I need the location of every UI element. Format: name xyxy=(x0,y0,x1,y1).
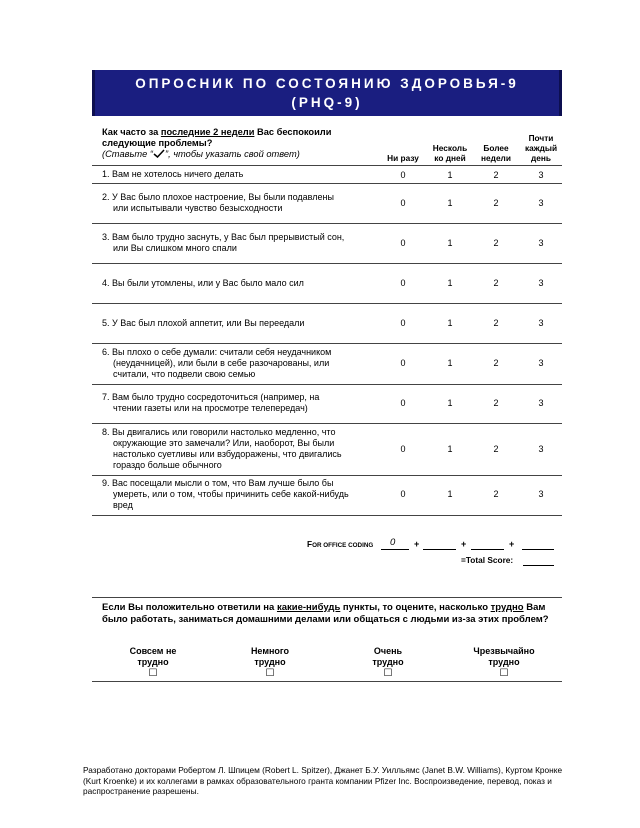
column-header-nearly-every-day xyxy=(516,133,566,163)
office-coding-field-1[interactable] xyxy=(381,549,409,550)
table-divider xyxy=(92,183,562,184)
question-text: 7. Вам было трудно сосредоточиться (например, на xyxy=(102,392,320,402)
score-option[interactable]: 1 xyxy=(447,278,453,288)
score-option[interactable]: 2 xyxy=(493,318,499,328)
score-option[interactable]: 2 xyxy=(493,278,499,288)
difficulty-option-label: Чрезвычайно xyxy=(473,646,535,656)
plus-sign: + xyxy=(414,539,420,549)
table-divider xyxy=(92,475,562,476)
question-text: настолько суетливы или взбудоражены, что двигались xyxy=(113,449,342,459)
header-question-post: Вас беспокоили следующие проблемы? xyxy=(102,127,332,148)
header-note-pre: (Ставьте “ xyxy=(102,149,153,159)
table-divider xyxy=(92,343,562,344)
score-option[interactable]: 2 xyxy=(493,398,499,408)
header-note-post: ”, чтобы указать свой ответ) xyxy=(164,149,300,159)
difficulty-option-label: трудно xyxy=(372,657,404,667)
table-divider xyxy=(92,423,562,424)
question-text: 4. Вы были утомлены, или у Вас было мало сил xyxy=(102,278,304,288)
difficulty-option-label: трудно xyxy=(137,657,169,667)
table-divider xyxy=(92,384,562,385)
question-text: 6. Вы плохо о себе думали: считали себя неудачником xyxy=(102,347,332,357)
checkbox-icon[interactable]: ☐ xyxy=(499,668,509,679)
difficulty-question-text: Если Вы положительно ответили на xyxy=(102,602,277,613)
office-coding-value: 0 xyxy=(390,537,396,548)
score-option[interactable]: 1 xyxy=(447,444,453,454)
question-9 xyxy=(102,478,372,511)
column-header-label: Несколь xyxy=(432,143,468,153)
table-divider xyxy=(92,515,562,516)
score-option[interactable]: 2 xyxy=(493,444,499,454)
checkbox-icon[interactable]: ☐ xyxy=(265,668,275,679)
question-8 xyxy=(102,427,372,471)
header-question-period: последние 2 недели xyxy=(160,127,255,137)
section-divider xyxy=(92,681,562,682)
score-option[interactable]: 3 xyxy=(538,238,544,248)
score-option[interactable]: 2 xyxy=(493,358,499,368)
score-option[interactable]: 2 xyxy=(493,198,499,208)
score-option[interactable]: 0 xyxy=(400,278,406,288)
column-header-label: Почти xyxy=(528,133,554,143)
score-option[interactable]: 1 xyxy=(447,318,453,328)
score-option[interactable]: 2 xyxy=(493,238,499,248)
total-score-field[interactable] xyxy=(523,565,554,566)
office-coding-field-2[interactable] xyxy=(423,549,456,550)
table-divider xyxy=(92,165,562,166)
difficulty-option-label: Очень xyxy=(373,646,403,656)
office-coding-initial: F xyxy=(307,539,313,549)
table-divider xyxy=(92,223,562,224)
question-text: считали, что подвели свою семью xyxy=(113,369,256,379)
question-text: умереть, или о том, чтобы причинить себе какой-нибудь xyxy=(113,489,349,499)
score-option[interactable]: 1 xyxy=(447,489,453,499)
difficulty-option-label: трудно xyxy=(488,657,520,667)
column-header-label: день xyxy=(531,153,551,163)
column-header-more-than-week xyxy=(471,143,521,163)
question-text: вред xyxy=(113,500,133,510)
difficulty-option-not-difficult[interactable] xyxy=(108,646,198,680)
header-question-pre: Как часто за xyxy=(102,127,161,137)
header-question xyxy=(102,127,382,160)
office-coding-label xyxy=(307,539,373,549)
plus-sign: + xyxy=(461,539,467,549)
score-option[interactable]: 1 xyxy=(447,170,453,180)
score-option[interactable]: 3 xyxy=(538,444,544,454)
question-text: или Вы слишком много спали xyxy=(113,243,237,253)
form-subtitle: (PHQ-9) xyxy=(291,95,363,110)
score-option[interactable]: 0 xyxy=(400,398,406,408)
question-text: 8. Вы двигались или говорили настолько медленно, что xyxy=(102,427,336,437)
score-option[interactable]: 0 xyxy=(400,318,406,328)
column-header-label: Более xyxy=(483,143,509,153)
question-text: или испытывали чувство безысходности xyxy=(113,203,283,213)
score-option[interactable]: 1 xyxy=(447,398,453,408)
question-text: 3. Вам было трудно заснуть, у Вас был прерывистый сон, xyxy=(102,232,345,242)
column-header-label: каждый xyxy=(524,143,558,153)
question-text: гораздо больше обычного xyxy=(113,460,222,470)
section-divider xyxy=(92,597,562,598)
score-option[interactable]: 3 xyxy=(538,198,544,208)
office-coding-rest: OR OFFICE CODING xyxy=(312,542,374,549)
score-option[interactable]: 1 xyxy=(447,198,453,208)
difficulty-option-label: Совсем не xyxy=(129,646,177,656)
score-option[interactable]: 0 xyxy=(400,238,406,248)
score-option[interactable]: 0 xyxy=(400,170,406,180)
column-header-label: недели xyxy=(481,153,511,163)
question-5 xyxy=(102,318,372,329)
table-divider xyxy=(92,303,562,304)
score-option[interactable]: 0 xyxy=(400,198,406,208)
difficulty-option-label: трудно xyxy=(254,657,286,667)
table-divider xyxy=(92,263,562,264)
score-option[interactable]: 3 xyxy=(538,489,544,499)
question-text: (неудачницей), или были в себе разочарованы, или xyxy=(113,358,330,368)
question-6 xyxy=(102,347,372,380)
question-1 xyxy=(102,169,372,180)
question-text: окружающие это замечали? Или, наоборот, Вы были xyxy=(113,438,335,448)
check-mark-icon xyxy=(153,149,165,158)
score-option[interactable]: 2 xyxy=(493,489,499,499)
question-text: 1. Вам не хотелось ничего делать xyxy=(102,169,244,179)
question-text: чтении газеты или на просмотре телепередач) xyxy=(113,403,308,413)
office-coding-field-4[interactable] xyxy=(522,549,554,550)
difficulty-question-emphasis: трудно xyxy=(490,602,524,613)
header-note xyxy=(102,149,300,159)
score-option[interactable]: 3 xyxy=(538,398,544,408)
office-coding-field-3[interactable] xyxy=(471,549,504,550)
question-2 xyxy=(102,192,372,214)
score-option[interactable]: 3 xyxy=(538,318,544,328)
checkbox-icon[interactable]: ☐ xyxy=(148,668,158,679)
score-option[interactable]: 1 xyxy=(447,358,453,368)
score-option[interactable]: 3 xyxy=(538,358,544,368)
difficulty-option-label: Немного xyxy=(250,646,290,656)
difficulty-option-somewhat-difficult[interactable] xyxy=(225,646,315,680)
difficulty-question-text: Вам было работать, заниматься домашними делами или общаться с людьми из-за этих проблем? xyxy=(102,602,549,625)
question-7 xyxy=(102,392,372,414)
difficulty-question-emphasis: какие-нибудь xyxy=(276,602,341,613)
total-score-label: =Total Score: xyxy=(461,555,514,565)
question-text: 2. У Вас было плохое настроение, Вы были подавлены xyxy=(102,192,334,202)
difficulty-option-very-difficult[interactable] xyxy=(343,646,433,680)
form-title: ОПРОСНИК ПО СОСТОЯНИЮ ЗДОРОВЬЯ-9 xyxy=(135,76,519,91)
plus-sign: + xyxy=(509,539,515,549)
question-text: 9. Вас посещали мысли о том, что Вам лучше было бы xyxy=(102,478,334,488)
column-header-label: ко дней xyxy=(434,153,466,163)
question-3 xyxy=(102,232,372,254)
score-option[interactable]: 0 xyxy=(400,444,406,454)
question-4 xyxy=(102,278,372,289)
column-header-never xyxy=(378,153,428,163)
difficulty-question xyxy=(102,602,550,625)
difficulty-option-extremely-difficult[interactable] xyxy=(459,646,549,680)
checkbox-icon[interactable]: ☐ xyxy=(383,668,393,679)
difficulty-question-text: пункты, то оцените, насколько xyxy=(340,602,491,613)
column-header-label: Ни разу xyxy=(387,153,419,163)
score-option[interactable]: 2 xyxy=(493,170,499,180)
form-title-bar xyxy=(92,70,562,116)
score-option[interactable]: 3 xyxy=(538,170,544,180)
score-option[interactable]: 3 xyxy=(538,278,544,288)
score-option[interactable]: 1 xyxy=(447,238,453,248)
score-option[interactable]: 0 xyxy=(400,489,406,499)
column-header-several-days xyxy=(425,143,475,163)
score-option[interactable]: 0 xyxy=(400,358,406,368)
copyright-footer: Разработано докторами Робертом Л. Шпицем (Robert L. Spitzer), Джанет Б.У. Уилльямс (Janet B.W. Williams), Куртом Кронке (Kurt Kroenke) и их коллегами в рамках образовательного гранта компании Pfizer Inc. Воспроизведение, перевод, показ и распространение разрешены. xyxy=(83,765,563,796)
question-text: 5. У Вас был плохой аппетит, или Вы переедали xyxy=(102,318,305,328)
